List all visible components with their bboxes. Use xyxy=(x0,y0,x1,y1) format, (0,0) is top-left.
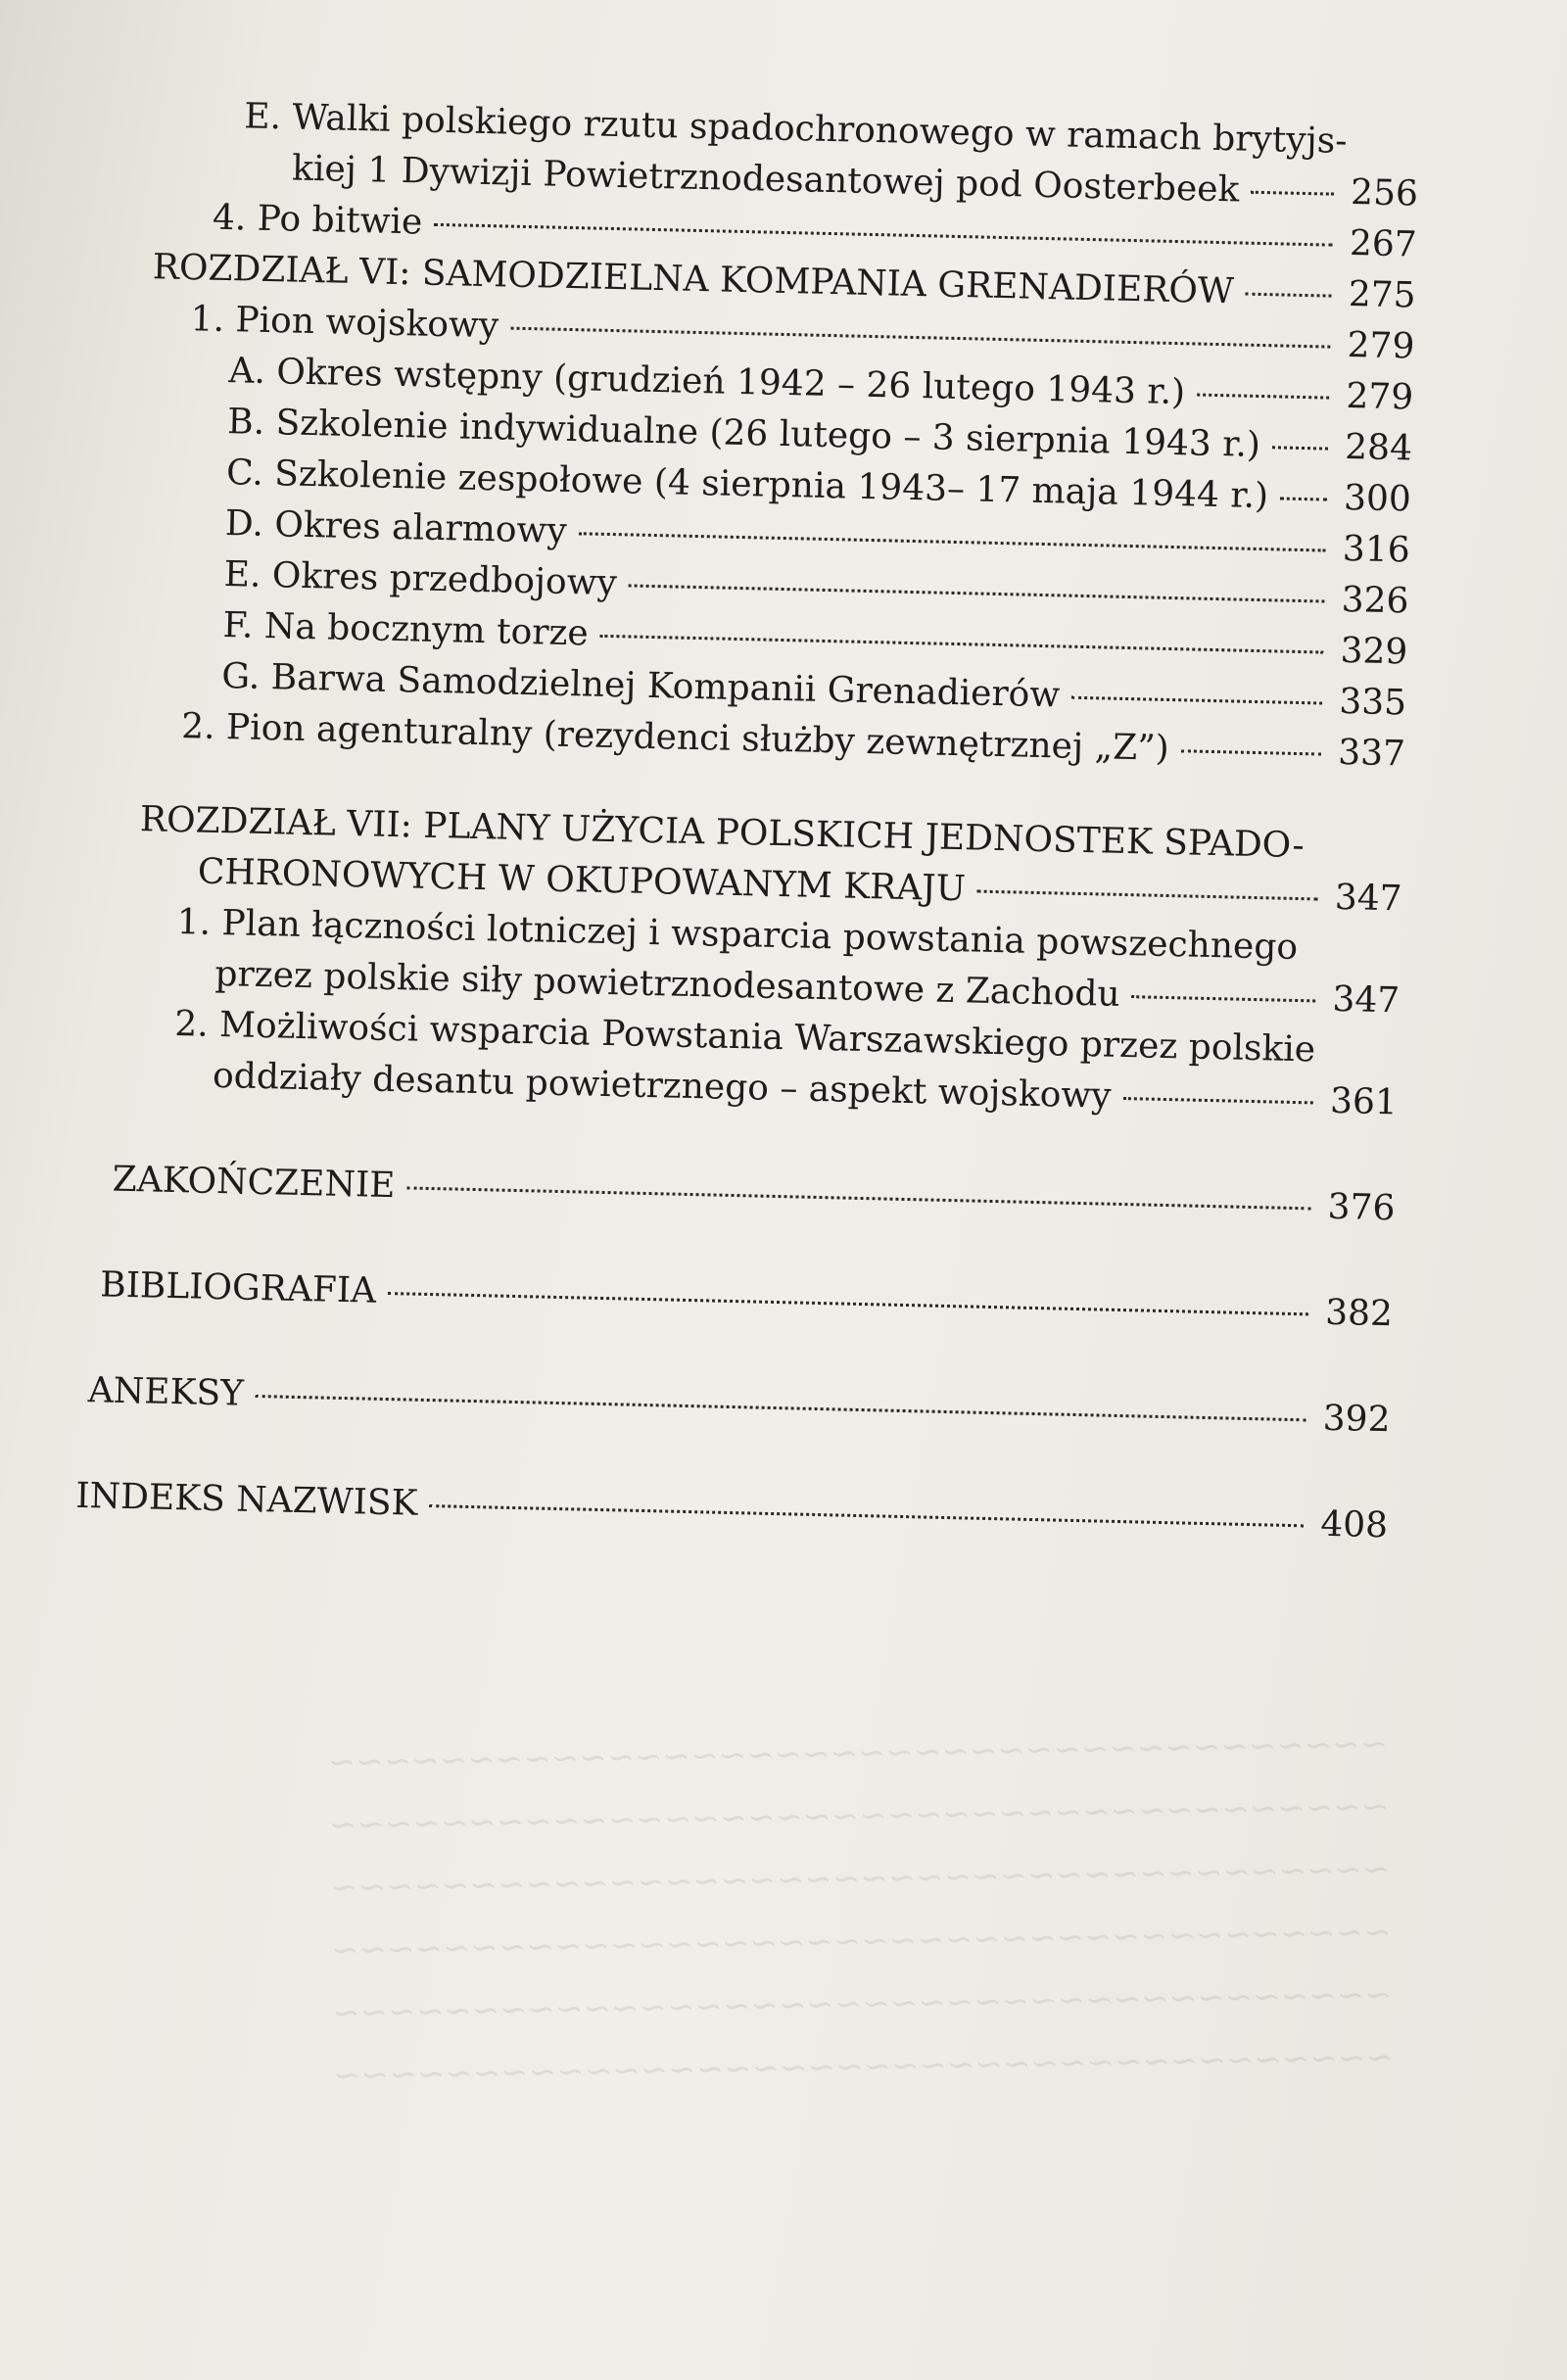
dot-leader xyxy=(406,1186,1310,1210)
toc-entry-title: E. Okres przedbojowy xyxy=(223,554,618,604)
toc-entry-title: CHRONOWYCH W OKUPOWANYM KRAJU xyxy=(197,851,967,910)
dot-leader xyxy=(434,223,1332,247)
dot-leader xyxy=(579,532,1326,551)
toc-entry-title: BIBLIOGRAFIA xyxy=(99,1264,377,1311)
bleed-through-text: ~~~~~~~~~~~~~~~~~~~~~~~~~~~~~~~~~~~~~~ ~~~~~~~~~~~~~~~~~~~~~~~~~~~~~~~~~~~~~~ ~~~~~~~~~~~~~~~~~~~~~~~~~~~~~~~~~~~~~~ ~~~~~~~~~~~~~~~~~~~~~~~~~~~~~~~~~~~~~~ ~~~~~~~~~~~~~~~~~~~~~~~~~~~~~~~~~~~~~~ ~~~~~~~~~~~~~~~~~~~~~~~~~~~~~~~~~~~~~~ xyxy=(327,1724,1395,2096)
toc-entry-page: 361 xyxy=(1329,1080,1399,1123)
toc-entry-page: 300 xyxy=(1343,477,1412,520)
toc-entry-page: 326 xyxy=(1341,579,1409,622)
toc-entry-page: 337 xyxy=(1337,732,1406,775)
toc-entry-title: ZAKOŃCZENIE xyxy=(112,1159,396,1207)
toc-entry-title: ANEKSY xyxy=(87,1370,245,1414)
dot-leader xyxy=(1246,293,1332,298)
toc-entry-title: kiej 1 Dywizji Powietrznodesantowej pod Oosterbeek xyxy=(291,148,1240,211)
toc-entry-page: 376 xyxy=(1327,1186,1396,1229)
toc-entry-title: przez polskie siły powietrznodesantowe z Zachodu xyxy=(214,953,1121,1015)
toc-entry-page: 256 xyxy=(1350,172,1419,214)
toc-entry-page: 284 xyxy=(1344,426,1413,469)
toc-entry-title: INDEKS NAZWISK xyxy=(74,1475,418,1524)
toc-entry-page: 316 xyxy=(1342,528,1411,571)
toc-entry-title: 2. Możliwości wsparcia Powstania Warszawskiego przez polskie xyxy=(173,1004,1316,1071)
toc-entry-title: ROZDZIAŁ VII: PLANY UŻYCIA POLSKICH JEDNOSTEK SPADO- xyxy=(139,799,1306,867)
toc-entry-page: 329 xyxy=(1340,630,1408,673)
dot-leader xyxy=(256,1395,1306,1421)
dot-leader xyxy=(1132,995,1316,1002)
toc-entry-title: D. Okres alarmowy xyxy=(224,503,568,551)
toc-entry-title: C. Szkolenie zespołowe (4 sierpnia 1943– 17 maja 1944 r.) xyxy=(225,452,1269,517)
toc-entry-page: 335 xyxy=(1338,681,1407,724)
toc-entry-page: 392 xyxy=(1322,1398,1391,1441)
toc-entry-page: 347 xyxy=(1334,877,1403,920)
dot-leader xyxy=(629,584,1325,602)
toc-entry-title: G. Barwa Samodzielnej Kompanii Grenadierów xyxy=(220,656,1061,716)
dot-leader xyxy=(1071,696,1322,705)
toc-entry-page: 275 xyxy=(1348,274,1416,316)
dot-leader xyxy=(388,1292,1308,1315)
toc-entry-title: oddziały desantu powietrznego – aspekt wojskowy xyxy=(212,1055,1112,1117)
dot-leader xyxy=(429,1504,1304,1527)
dot-leader xyxy=(977,890,1318,901)
dot-leader xyxy=(1181,749,1321,755)
dot-leader xyxy=(510,327,1330,349)
dot-leader xyxy=(600,635,1324,654)
dot-leader xyxy=(1272,446,1328,450)
toc-entry-title: 1. Pion wojskowy xyxy=(190,299,499,347)
toc-entry-title: E. Walki polskiego rzutu spadochronowego w ramach brytyjs- xyxy=(243,96,1348,162)
dot-leader xyxy=(1122,1097,1312,1104)
dot-leader xyxy=(1197,394,1329,400)
toc-entry-title: ROZDZIAŁ VI: SAMODZIELNA KOMPANIA GRENADIERÓW xyxy=(152,247,1235,312)
toc-entry-page: 347 xyxy=(1332,978,1401,1022)
toc-entry-page: 279 xyxy=(1346,376,1414,418)
toc-entry-title: B. Szkolenie indywidualne (26 lutego – 3 sierpnia 1943 r.) xyxy=(226,402,1261,466)
table-of-contents xyxy=(66,88,1420,1551)
dot-leader xyxy=(1251,191,1334,196)
dot-leader xyxy=(1280,497,1327,500)
toc-entry-title: 2. Pion agenturalny (rezydenci służby zewnętrznej „Z”) xyxy=(180,706,1170,769)
toc-entry-page: 408 xyxy=(1319,1503,1389,1547)
toc-entry-page: 267 xyxy=(1349,223,1418,265)
toc-entry-title: A. Okres wstępny (grudzień 1942 – 26 lutego 1943 r.) xyxy=(228,351,1186,413)
toc-entry-title: 1. Plan łączności lotniczej i wsparcia powstania powszechnego xyxy=(176,902,1299,969)
toc-entry-title: F. Na bocznym torze xyxy=(222,605,590,654)
toc-entry-page: 279 xyxy=(1347,325,1415,367)
toc-entry-page: 382 xyxy=(1324,1292,1394,1335)
toc-entry-title: 4. Po bitwie xyxy=(212,197,423,243)
